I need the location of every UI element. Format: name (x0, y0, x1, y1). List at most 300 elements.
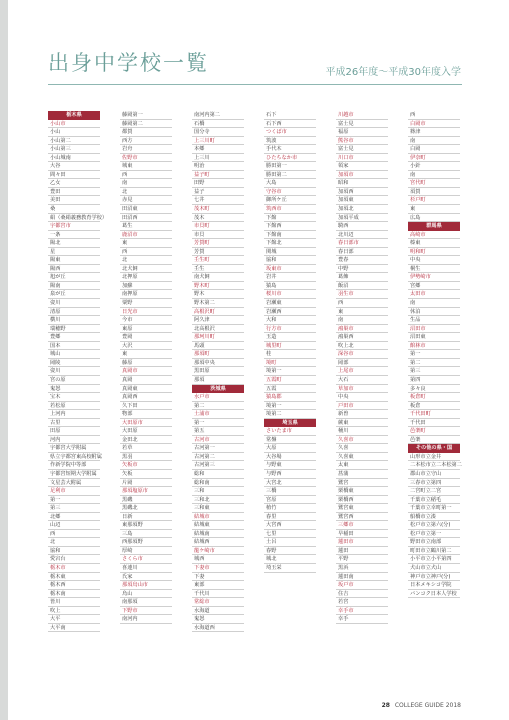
municipality-label: 那須烏山市 (120, 581, 172, 590)
school-entry: 東部 (192, 581, 244, 590)
school-entry: 姿川 (48, 299, 100, 308)
school-entry: 大谷場 (264, 453, 316, 462)
school-entry: 岩舟 (120, 145, 172, 154)
school-entry: 城山 (48, 350, 100, 359)
municipality-label: 城里町 (264, 342, 316, 351)
school-entry: 南犬飼 (192, 273, 244, 282)
school-entry: 藤岡第二 (120, 120, 172, 129)
school-entry: 野木第二 (192, 299, 244, 308)
school-entry: 北 (120, 256, 172, 265)
municipality-label: 那須町 (192, 350, 244, 359)
school-entry: 新曽 (336, 410, 388, 419)
municipality-label: 足利市 (48, 487, 100, 496)
municipality-label: ひたちなか市 (264, 154, 316, 163)
school-entry: 国分寺 (192, 128, 244, 137)
school-entry: 二宮町立二宮 (408, 487, 460, 496)
municipality-label: 行方市 (264, 325, 316, 334)
school-entry: 久下田 (120, 402, 172, 411)
school-entry: 須賀 (408, 188, 460, 197)
municipality-label: 幸手市 (336, 607, 388, 616)
school-entry: 岩瀬東 (264, 299, 316, 308)
school-entry: 葛生 (120, 222, 172, 231)
school-entry: 那須 (192, 376, 244, 385)
region-header: 栃木県 (48, 111, 100, 120)
school-entry: 東 (336, 308, 388, 317)
school-entry: 富士見 (336, 120, 388, 129)
school-entry: 大石 (336, 376, 388, 385)
school-entry: 鷲宮 (336, 479, 388, 488)
school-entry: 住吉 (336, 590, 388, 599)
school-entry: 加須東 (336, 196, 388, 205)
school-entry: 国本 (48, 342, 100, 351)
school-entry: 野田市立南部 (408, 538, 460, 547)
school-entry: 一条 (48, 231, 100, 240)
school-entry: 平野 (336, 555, 388, 564)
school-entry: 瑞穂野 (48, 325, 100, 334)
school-entry: 関城 (264, 248, 316, 257)
school-entry: 鷲宮東 (336, 504, 388, 513)
school-entry: 春野 (264, 547, 316, 556)
school-entry: 物部 (120, 410, 172, 419)
municipality-label: 沼田市 (408, 325, 460, 334)
school-entry: 大宮北 (264, 479, 316, 488)
school-entry: 御所ケ丘 (264, 196, 316, 205)
school-entry: 下館南 (264, 231, 316, 240)
school-entry: 西 (408, 111, 460, 120)
school-entry: 南河内 (120, 615, 172, 624)
school-entry: 植竹 (264, 504, 316, 513)
school-entry: 猿島 (264, 282, 316, 291)
school-entry: 船橋市立湊 (408, 513, 460, 522)
municipality-label: 戸田市 (336, 402, 388, 411)
school-entry: 豊岡 (120, 333, 172, 342)
school-entry: 上三川 (192, 154, 244, 163)
school-entry: 土呂 (264, 538, 316, 547)
school-entry: 南那須 (120, 598, 172, 607)
school-column-2 (120, 111, 172, 624)
school-entry: 総和南 (192, 479, 244, 488)
school-entry: 烏山 (120, 590, 172, 599)
school-entry: 五霞 (264, 385, 316, 394)
school-entry: 鬼怒 (192, 615, 244, 624)
school-entry: 県立宇都宮東高校附属 (50, 453, 102, 460)
municipality-label: 鴻巣市 (336, 325, 388, 334)
school-entry: 山辺 (48, 521, 100, 530)
school-entry: 城東 (120, 162, 172, 171)
school-entry: 山形市立金井 (408, 453, 460, 462)
school-entry: 愛宕台 (48, 555, 100, 564)
municipality-label: 蓮田市 (336, 538, 388, 547)
school-entry: 水海道西 (192, 624, 244, 633)
school-entry: 陽南 (48, 282, 100, 291)
school-column-3 (192, 111, 244, 632)
school-entry: 那須中央 (192, 359, 244, 368)
school-entry: 中央 (408, 256, 460, 265)
school-entry: 鷲宮西 (336, 513, 388, 522)
school-entry: 三和東 (192, 504, 244, 513)
municipality-label: 桜川市 (264, 290, 316, 299)
school-entry: 春里 (264, 513, 316, 522)
municipality-label: 那珂川町 (192, 333, 244, 342)
school-entry: 手代木 (264, 145, 316, 154)
school-entry: 北高根沢 (192, 325, 244, 334)
school-entry: 境第二 (264, 410, 316, 419)
page-title: 出身中学校一覧 (48, 51, 209, 75)
school-entry: 大和 (264, 316, 316, 325)
school-entry: 間々田 (48, 171, 100, 180)
school-entry: 三和 (192, 487, 244, 496)
school-entry: 南押原 (120, 290, 172, 299)
municipality-label: 茂木町 (192, 205, 244, 214)
school-entry: 宝木 (48, 393, 100, 402)
municipality-label: 古河市 (192, 436, 244, 445)
school-entry: 喜連川 (120, 564, 172, 573)
school-entry: 明治 (192, 162, 244, 171)
school-entry: 古河第一 (192, 444, 244, 453)
school-entry: 北押原 (120, 273, 172, 282)
municipality-label: 伊勢崎市 (408, 273, 460, 282)
school-entry: 真岡東 (120, 385, 172, 394)
school-entry: 岩瀬西 (264, 308, 316, 317)
school-entry: 大島 (264, 179, 316, 188)
school-entry: 吹上 (48, 607, 100, 616)
municipality-label: 常総市 (192, 598, 244, 607)
school-entry: 福原 (336, 128, 388, 137)
school-entry: 千代川 (192, 590, 244, 599)
school-entry: 太東 (336, 461, 388, 470)
school-entry: 加須西 (336, 188, 388, 197)
municipality-label: 館林市 (408, 342, 460, 351)
school-entry: 小平市立小平第四 (408, 555, 460, 564)
school-entry: 栗橋西 (336, 496, 388, 505)
municipality-label: さいたま市 (264, 427, 316, 436)
school-entry: 南 (120, 179, 172, 188)
municipality-label: 大田原市 (120, 419, 172, 428)
school-entry: 第二 (192, 402, 244, 411)
school-entry: 三橋 (264, 487, 316, 496)
school-entry: 千葉市立稲毛 (408, 496, 460, 505)
school-entry: 上河内 (48, 410, 100, 419)
municipality-label: 羽生市 (336, 290, 388, 299)
school-entry: 西 (120, 248, 172, 257)
municipality-label: つくば市 (264, 128, 316, 137)
municipality-label: 益子町 (192, 171, 244, 180)
school-entry: 今市 (120, 316, 172, 325)
school-entry: 豊春 (336, 256, 388, 265)
school-entry: 東 (408, 205, 460, 214)
school-entry: 鴻巣西 (336, 333, 388, 342)
school-entry: 小山第三 (48, 145, 100, 154)
school-entry: 藤原 (120, 359, 172, 368)
municipality-label: 宇都宮市 (48, 222, 100, 231)
municipality-label: 邑楽町 (408, 427, 460, 436)
school-entry: 厚崎 (120, 547, 172, 556)
school-entry: 片岡 (120, 479, 172, 488)
school-entry: 馬頭 (192, 342, 244, 351)
school-entry: 幸手 (336, 615, 388, 624)
school-entry: 清原 (48, 308, 100, 317)
school-entry: 赤見 (120, 196, 172, 205)
school-entry: 黒磯 (120, 496, 172, 505)
school-entry: 田原 (48, 427, 100, 436)
school-entry: 岩井 (264, 273, 316, 282)
school-entry: 常盤 (264, 436, 316, 445)
school-entry: 町田市立鶴川第二 (408, 547, 460, 556)
school-entry: 文星芸大附属 (48, 479, 100, 488)
school-entry: 第一 (408, 350, 460, 359)
school-entry: 田沼東 (120, 205, 172, 214)
school-entry: 第三 (408, 367, 460, 376)
municipality-label: 白岡市 (408, 120, 460, 129)
school-entry: 加須北 (336, 205, 388, 214)
school-entry: 総和 (192, 470, 244, 479)
school-entry: 北 (48, 538, 100, 547)
school-entry: 千代田 (408, 419, 460, 428)
school-entry: 白岡 (408, 145, 460, 154)
school-entry: 城北 (264, 555, 316, 564)
school-entry: 筑波 (264, 137, 316, 146)
school-entry: 境第一 (264, 367, 316, 376)
school-entry: 泉が丘 (48, 290, 100, 299)
school-entry: 与野東 (264, 461, 316, 470)
municipality-label: 明和町 (408, 248, 460, 257)
school-entry: 犬山市立犬山 (408, 564, 460, 573)
school-entry: 西方 (120, 137, 172, 146)
school-entry: 早稲田 (336, 530, 388, 539)
school-entry: 矢板 (120, 470, 172, 479)
municipality-label: 矢板市 (120, 461, 172, 470)
school-entry: 騎西 (336, 222, 388, 231)
page-number: 28 (381, 702, 390, 709)
municipality-label: 川口市 (336, 154, 388, 163)
school-entry: 境第一 (264, 402, 316, 411)
municipality-label: 草加市 (336, 385, 388, 394)
region-header: 茨城県 (192, 385, 244, 394)
school-entry: 豊郷 (48, 333, 100, 342)
municipality-label: 真岡市 (120, 367, 172, 376)
school-entry: 本郷 (192, 145, 244, 154)
school-entry: 真岡 (120, 376, 172, 385)
school-entry: 大沢 (120, 342, 172, 351)
school-entry: 北 (120, 188, 172, 197)
municipality-label: 熊谷市 (336, 137, 388, 146)
school-entry: 菖蒲 (336, 470, 388, 479)
school-entry: 黒浜 (336, 564, 388, 573)
school-entry: 益子 (192, 188, 244, 197)
municipality-label: 五霞町 (264, 376, 316, 385)
school-entry: 田野 (192, 179, 244, 188)
school-entry: 黒羽 (120, 453, 172, 462)
school-entry: 北郷 (48, 513, 100, 522)
school-entry: 南 (408, 299, 460, 308)
school-entry: 二本松市立二本松第二 (410, 462, 462, 469)
school-entry: 下妻 (192, 573, 244, 582)
school-entry: 吹上北 (336, 342, 388, 351)
municipality-label: 市貝町 (192, 222, 244, 231)
school-entry: 千葉市立幸町第一 (408, 504, 460, 513)
school-entry: 第四 (408, 376, 460, 385)
school-entry: 宮の原 (48, 376, 100, 385)
school-entry: 東 (120, 239, 172, 248)
municipality-label: 下妻市 (192, 564, 244, 573)
school-entry: 勝田第二 (264, 171, 316, 180)
school-entry: 野木 (192, 290, 244, 299)
school-entry: 南 (408, 137, 460, 146)
school-entry: 古里 (48, 419, 100, 428)
school-entry: 下館北 (264, 239, 316, 248)
school-entry: 氏家 (120, 573, 172, 582)
school-entry: 陽北 (48, 239, 100, 248)
municipality-label: 小山市 (48, 120, 100, 129)
municipality-label: 野木町 (192, 282, 244, 291)
school-entry: 久喜 (336, 444, 388, 453)
page-subtitle: 平成26年度～平成30年度入学 (325, 67, 461, 78)
school-entry: 栃木南 (48, 590, 100, 599)
school-entry: 蕨東 (336, 419, 388, 428)
municipality-label: 筑西市 (264, 205, 316, 214)
region-header: 埼玉県 (264, 419, 316, 428)
school-entry: 岡部 (336, 359, 388, 368)
school-entry: 姿川 (48, 367, 100, 376)
school-entry: 石橋 (192, 120, 244, 129)
school-entry: 勝田第一 (264, 162, 316, 171)
school-entry: 田沼西 (120, 214, 172, 223)
school-entry: 加須平成 (336, 214, 388, 223)
school-entry: 下館 (264, 214, 316, 223)
municipality-label: 杉戸町 (408, 196, 460, 205)
school-entry: 粟野 (120, 299, 172, 308)
school-entry: 西 (120, 171, 172, 180)
school-entry: 若草 (120, 444, 172, 453)
school-entry: 栗橋東 (336, 487, 388, 496)
school-entry: 絹（桑絹義務教育学校） (50, 214, 108, 221)
school-entry: 大平南 (48, 624, 100, 633)
school-entry: 壬生 (192, 265, 244, 274)
school-entry: 陽西 (48, 265, 100, 274)
school-entry: 西 (48, 530, 100, 539)
municipality-label: 水戸市 (192, 393, 244, 402)
school-entry: 第三 (48, 504, 100, 513)
municipality-label: 土浦市 (192, 410, 244, 419)
region-header: その他の県・国 (408, 444, 460, 453)
municipality-label: 加須市 (336, 171, 388, 180)
school-entry: 協和 (264, 256, 316, 265)
municipality-label: 伊奈町 (408, 154, 460, 163)
municipality-label: 結城市 (192, 513, 244, 522)
school-entry: 日本メキシコ学院 (408, 581, 460, 590)
school-entry: 北犬飼 (120, 265, 172, 274)
school-entry: 黒磯北 (120, 504, 172, 513)
school-entry: 黒田原 (192, 367, 244, 376)
school-entry: 生品 (408, 316, 460, 325)
school-entry: 城西 (192, 555, 244, 564)
school-entry: 桑 (48, 205, 100, 214)
school-entry: 栃木東 (48, 573, 100, 582)
school-entry: 西 (336, 299, 388, 308)
school-entry: 松戸市立第六(分) (408, 521, 460, 530)
school-entry: 南河内第二 (192, 111, 244, 120)
school-entry: 休泊 (408, 308, 460, 317)
school-entry: 桐生 (408, 265, 460, 274)
municipality-label: 那須塩原市 (120, 487, 172, 496)
school-entry: 皆川 (48, 598, 100, 607)
municipality-label: 太田市 (408, 290, 460, 299)
school-entry: 神戸市立神戸(分) (408, 573, 460, 582)
school-entry: 昭和 (336, 179, 388, 188)
title-divider (48, 84, 462, 85)
school-column-1 (48, 111, 108, 632)
school-entry: 加蘇 (120, 282, 172, 291)
school-entry: 三島 (120, 530, 172, 539)
municipality-label: 上三川町 (192, 137, 244, 146)
school-entry: 結城西 (192, 538, 244, 547)
school-entry: 阿久津 (192, 316, 244, 325)
school-entry: 結城東 (192, 521, 244, 530)
school-entry: 東那須野 (120, 521, 172, 530)
school-entry: 古河第三 (192, 461, 244, 470)
school-entry: 郡山市立守山 (408, 470, 460, 479)
school-entry: 南 (408, 171, 460, 180)
school-column-5 (336, 111, 388, 624)
municipality-label: 龍ケ崎市 (192, 547, 244, 556)
school-entry: 栃木西 (48, 581, 100, 590)
school-entry: 藤岡第一 (120, 111, 172, 120)
school-entry: 旭が丘 (48, 273, 100, 282)
school-entry: 葛飾 (336, 273, 388, 282)
school-entry: 茂木 (192, 214, 244, 223)
page-footer (382, 702, 461, 709)
school-entry: 篠津 (408, 128, 460, 137)
school-entry: 若松原 (48, 402, 100, 411)
school-entry: 宮郷 (408, 282, 460, 291)
school-entry: 松戸市立第一 (408, 530, 460, 539)
municipality-label: 高根沢町 (192, 308, 244, 317)
school-entry: 小針 (408, 162, 460, 171)
school-entry: 七里 (264, 530, 316, 539)
municipality-label: 境町 (264, 359, 316, 368)
municipality-label: 千代田町 (408, 410, 460, 419)
school-entry: 横川 (48, 316, 100, 325)
school-entry: 東原 (120, 325, 172, 334)
school-entry: 第一 (192, 419, 244, 428)
school-entry: 大原 (264, 444, 316, 453)
municipality-label: 上尾市 (336, 367, 388, 376)
municipality-label: 久喜市 (336, 436, 388, 445)
school-column-4 (264, 111, 316, 573)
school-entry: 広島 (408, 214, 460, 223)
school-entry: 大谷 (48, 162, 100, 171)
school-entry: 蓮田南 (336, 573, 388, 582)
school-entry: 宇都宮大学附属 (48, 444, 100, 453)
municipality-label: 春日部市 (336, 239, 388, 248)
school-entry: 久喜東 (336, 453, 388, 462)
municipality-label: 板倉町 (408, 393, 460, 402)
municipality-label: 川越市 (336, 111, 388, 120)
municipality-label: 鹿沼市 (120, 231, 172, 240)
school-entry: 石下 (264, 111, 316, 120)
school-entry: 邑楽 (408, 436, 460, 445)
school-entry: 飯沼 (336, 282, 388, 291)
school-entry: 古河第二 (192, 453, 244, 462)
school-entry: 星 (48, 248, 100, 257)
school-entry: 富士見 (336, 145, 388, 154)
school-entry: 小山第二 (48, 137, 100, 146)
school-entry: 水海道 (192, 607, 244, 616)
municipality-label: 壬生町 (192, 256, 244, 265)
school-entry: 市貝 (192, 231, 244, 240)
school-entry: 宇都宮短期大学附属 (48, 470, 100, 479)
school-entry: 大田原 (120, 427, 172, 436)
